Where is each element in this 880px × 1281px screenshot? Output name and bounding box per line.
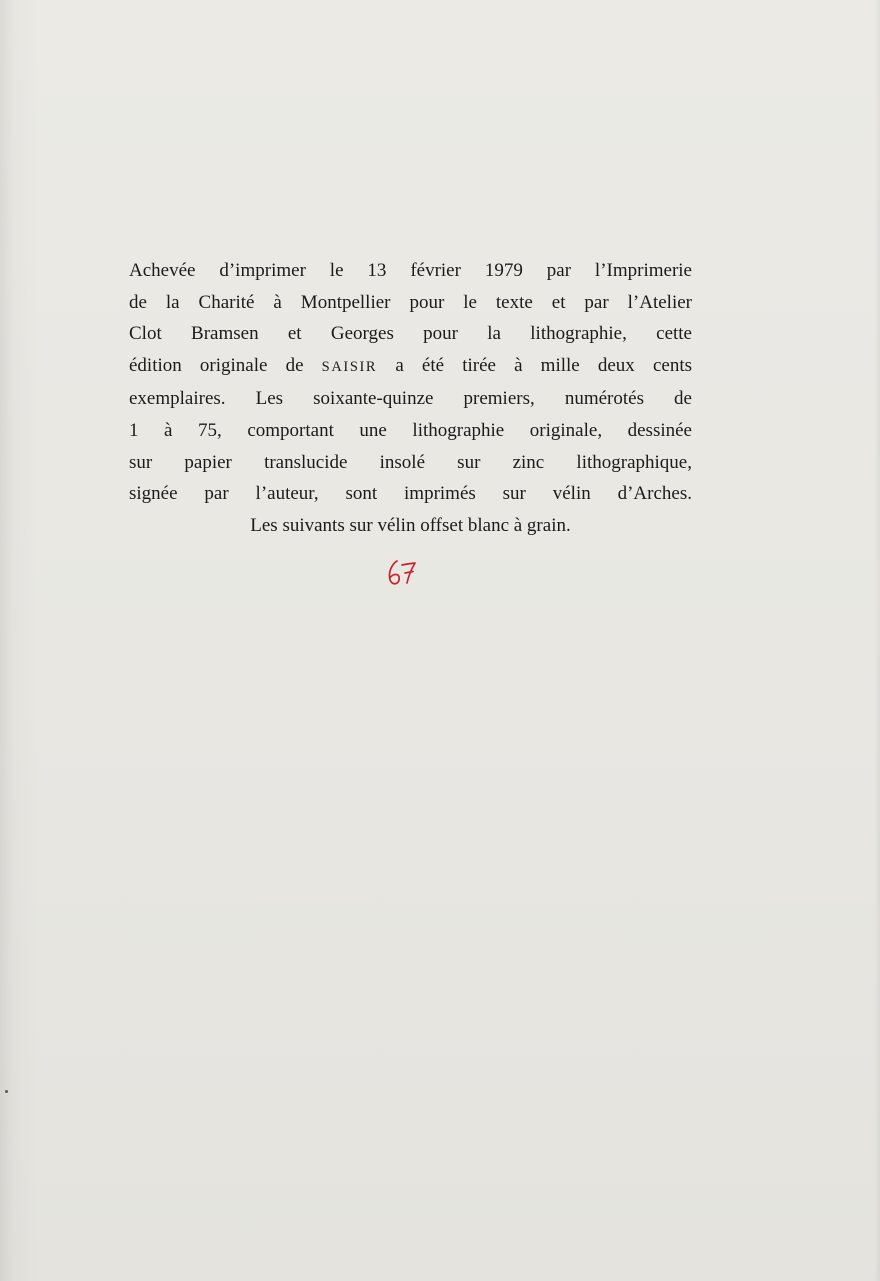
- colophon-line-4-end: a été tirée à mille deux cents: [377, 354, 692, 376]
- colophon-line-4-start: édition originale de: [129, 354, 322, 376]
- colophon-line-7: sur papier translucide insolé sur zinc lithographique,: [129, 451, 692, 473]
- colophon-line-9: Les suivants sur vélin offset blanc à grain.: [250, 514, 571, 536]
- paper-speck: [5, 1090, 8, 1093]
- colophon-line-3: Clot Bramsen et Georges pour la lithographie, cette: [129, 323, 692, 345]
- colophon-line-1: Achevée d’imprimer le 13 février 1979 par l’Imprimerie: [129, 260, 692, 281]
- handwritten-copy-number: [384, 556, 420, 590]
- colophon-line-8: signée par l’auteur, sont imprimés sur vélin d’Arches.: [129, 483, 692, 505]
- colophon-text: [129, 255, 692, 541]
- page-edge-shadow: [874, 0, 880, 1281]
- colophon-line-5: exemplaires. Les soixante-quinze premiers, numérotés de: [129, 388, 692, 410]
- handwritten-number-strokes: [389, 561, 415, 584]
- colophon-line-6: 1 à 75, comportant une lithographie originale, dessinée: [129, 419, 692, 441]
- colophon-line-4: [129, 350, 692, 384]
- colophon-line-2: de la Charité à Montpellier pour le texte et par l’Atelier: [129, 291, 692, 313]
- book-title: SAISIR: [321, 358, 378, 375]
